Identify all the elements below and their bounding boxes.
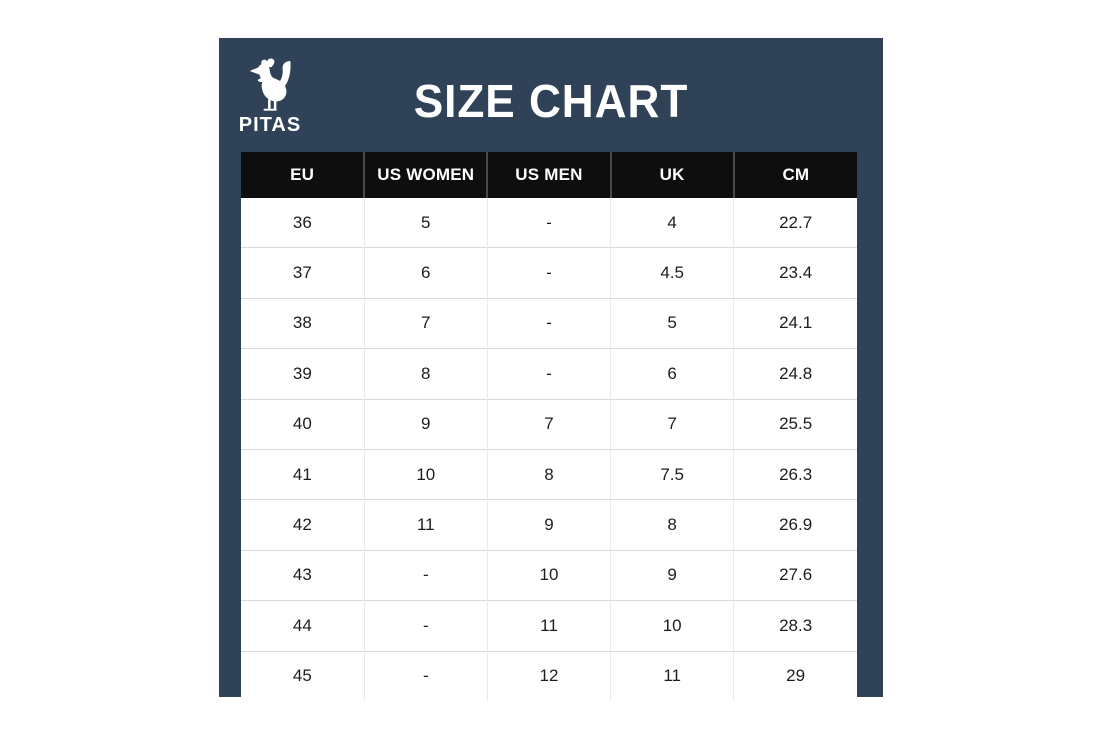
- table-cell: 28.3: [734, 601, 857, 651]
- table-cell: 7: [364, 298, 487, 348]
- table-cell: 7: [487, 399, 610, 449]
- table-cell: 9: [364, 399, 487, 449]
- table-cell: 11: [611, 651, 734, 701]
- table-cell: -: [487, 248, 610, 298]
- table-cell: 44: [241, 601, 364, 651]
- table-cell: 26.3: [734, 449, 857, 499]
- table-cell: 39: [241, 349, 364, 399]
- table-cell: 9: [611, 550, 734, 600]
- table-cell: 45: [241, 651, 364, 701]
- table-cell: -: [364, 651, 487, 701]
- table-row: [241, 248, 857, 298]
- table-cell: 36: [241, 198, 364, 248]
- table-row: [241, 550, 857, 600]
- table-cell: 26.9: [734, 500, 857, 550]
- table-row: [241, 198, 857, 248]
- table-cell: 11: [364, 500, 487, 550]
- table-cell: 8: [364, 349, 487, 399]
- table-cell: 10: [487, 550, 610, 600]
- table-cell: 4: [611, 198, 734, 248]
- table-cell: -: [487, 349, 610, 399]
- table-cell: -: [364, 550, 487, 600]
- table-cell: 24.8: [734, 349, 857, 399]
- table-cell: 23.4: [734, 248, 857, 298]
- table-cell: 25.5: [734, 399, 857, 449]
- table-row: [241, 349, 857, 399]
- table-cell: 7.5: [611, 449, 734, 499]
- table-cell: 4.5: [611, 248, 734, 298]
- table-cell: 10: [611, 601, 734, 651]
- table-cell: 41: [241, 449, 364, 499]
- table-cell: -: [487, 298, 610, 348]
- column-header-eu: EU: [241, 152, 364, 198]
- table-cell: 5: [364, 198, 487, 248]
- table-cell: 24.1: [734, 298, 857, 348]
- table-cell: 43: [241, 550, 364, 600]
- table-cell: 8: [611, 500, 734, 550]
- table-cell: 37: [241, 248, 364, 298]
- size-chart-panel: [219, 38, 883, 697]
- table-cell: 6: [611, 349, 734, 399]
- table-row: [241, 651, 857, 701]
- table-header-row: [241, 152, 857, 198]
- column-header-uk: UK: [611, 152, 734, 198]
- page-title: SIZE CHART: [413, 75, 689, 127]
- brand-name: PITAS: [238, 114, 302, 136]
- table-row: [241, 399, 857, 449]
- table-cell: 10: [364, 449, 487, 499]
- table-cell: 11: [487, 601, 610, 651]
- table-cell: 5: [611, 298, 734, 348]
- table-cell: 8: [487, 449, 610, 499]
- table-row: [241, 298, 857, 348]
- table-cell: 27.6: [734, 550, 857, 600]
- table-cell: 12: [487, 651, 610, 701]
- table-row: [241, 500, 857, 550]
- table-cell: -: [487, 198, 610, 248]
- table-cell: 22.7: [734, 198, 857, 248]
- table-cell: 6: [364, 248, 487, 298]
- table-row: [241, 601, 857, 651]
- table-cell: 40: [241, 399, 364, 449]
- column-header-us-men: US MEN: [487, 152, 610, 198]
- table-row: [241, 449, 857, 499]
- table-cell: 9: [487, 500, 610, 550]
- table-cell: 7: [611, 399, 734, 449]
- table-cell: -: [364, 601, 487, 651]
- table-cell: 38: [241, 298, 364, 348]
- size-chart-table: [241, 152, 857, 701]
- column-header-cm: CM: [734, 152, 857, 198]
- table-cell: 29: [734, 651, 857, 701]
- column-header-us-women: US WOMEN: [364, 152, 487, 198]
- table-cell: 42: [241, 500, 364, 550]
